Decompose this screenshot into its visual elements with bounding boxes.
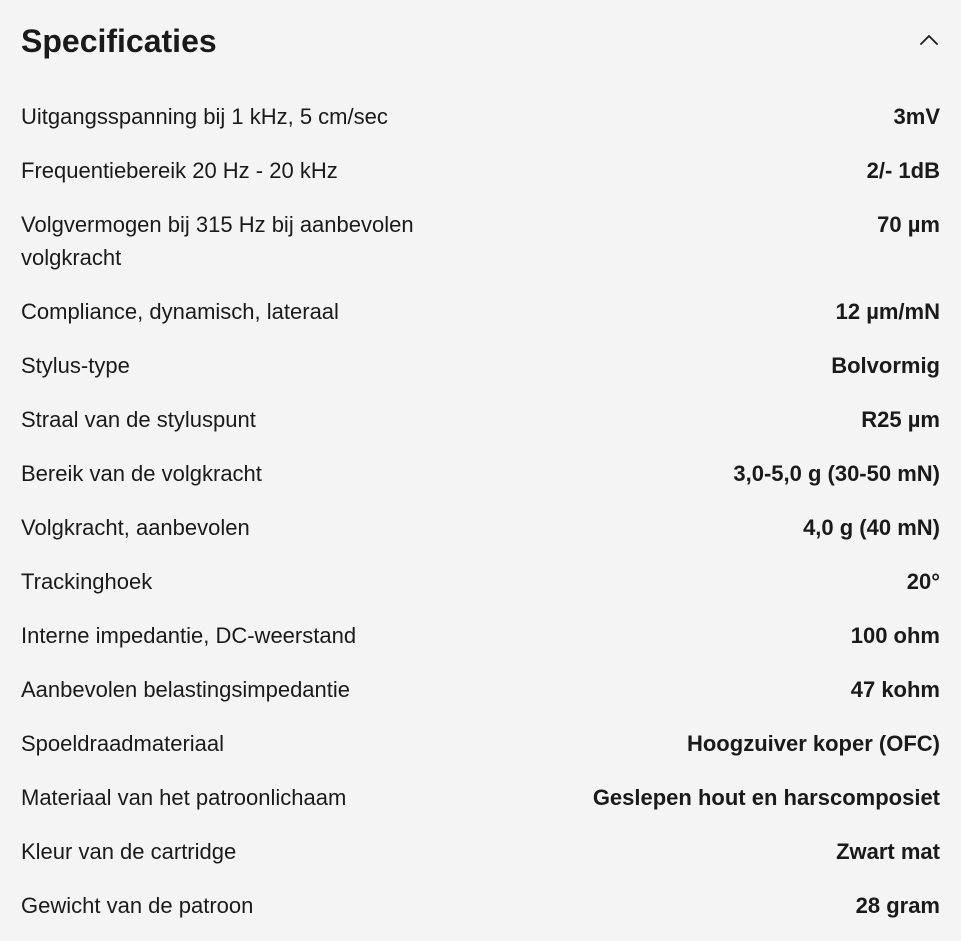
spec-label: Materiaal van het patroonlichaam — [21, 785, 347, 810]
spec-row — [21, 507, 940, 544]
spec-row — [21, 96, 940, 133]
spec-row — [21, 723, 940, 760]
spec-list — [21, 96, 940, 939]
spec-label: Aanbevolen belastingsimpedantie — [21, 677, 351, 702]
spec-row — [21, 831, 940, 868]
spec-value: R25 µm — [861, 407, 940, 432]
chevron-up-icon[interactable] — [918, 28, 940, 50]
spec-value: 4,0 g (40 mN) — [803, 515, 940, 540]
spec-value: 100 ohm — [850, 623, 940, 648]
spec-row — [21, 453, 940, 490]
section-title: Specificaties — [21, 23, 217, 59]
spec-row — [21, 561, 940, 598]
spec-value: 2/- 1dB — [866, 158, 940, 183]
spec-row — [21, 291, 940, 328]
spec-value: 20° — [906, 569, 940, 594]
spec-value: 28 gram — [855, 893, 940, 918]
spec-value: 3,0-5,0 g (30-50 mN) — [733, 461, 940, 486]
spec-label: Volgkracht, aanbevolen — [21, 515, 250, 540]
spec-row — [21, 615, 940, 652]
spec-row — [21, 669, 940, 706]
spec-row — [21, 399, 940, 436]
spec-value: 70 µm — [877, 212, 940, 237]
spec-value: 3mV — [893, 104, 940, 129]
spec-row — [21, 345, 940, 382]
spec-value: 47 kohm — [850, 677, 940, 702]
spec-row — [21, 885, 940, 922]
spec-label: Bereik van de volgkracht — [21, 461, 262, 486]
section-header[interactable] — [21, 0, 940, 82]
spec-label: Trackinghoek — [21, 569, 153, 594]
spec-label: Kleur van de cartridge — [21, 839, 237, 864]
spec-value: Geslepen hout en harscomposiet — [592, 785, 940, 810]
spec-label: Volgvermogen bij 315 Hz bij aanbevolen volgkracht — [21, 212, 414, 270]
spec-row — [21, 204, 940, 274]
spec-label: Frequentiebereik 20 Hz - 20 kHz — [21, 158, 338, 183]
spec-value: Bolvormig — [831, 353, 940, 378]
spec-label: Spoeldraadmateriaal — [21, 731, 225, 756]
spec-label: Interne impedantie, DC-weerstand — [21, 623, 357, 648]
spec-value: Zwart mat — [836, 839, 940, 864]
spec-row — [21, 150, 940, 187]
spec-label: Stylus-type — [21, 353, 130, 378]
spec-value: Hoogzuiver koper (OFC) — [686, 731, 940, 756]
spec-value: 12 µm/mN — [835, 299, 940, 324]
spec-row — [21, 777, 940, 814]
spec-label: Uitgangsspanning bij 1 kHz, 5 cm/sec — [21, 104, 388, 129]
spec-label: Compliance, dynamisch, lateraal — [21, 299, 339, 324]
spec-label: Straal van de styluspunt — [21, 407, 256, 432]
spec-label: Gewicht van de patroon — [21, 893, 254, 918]
